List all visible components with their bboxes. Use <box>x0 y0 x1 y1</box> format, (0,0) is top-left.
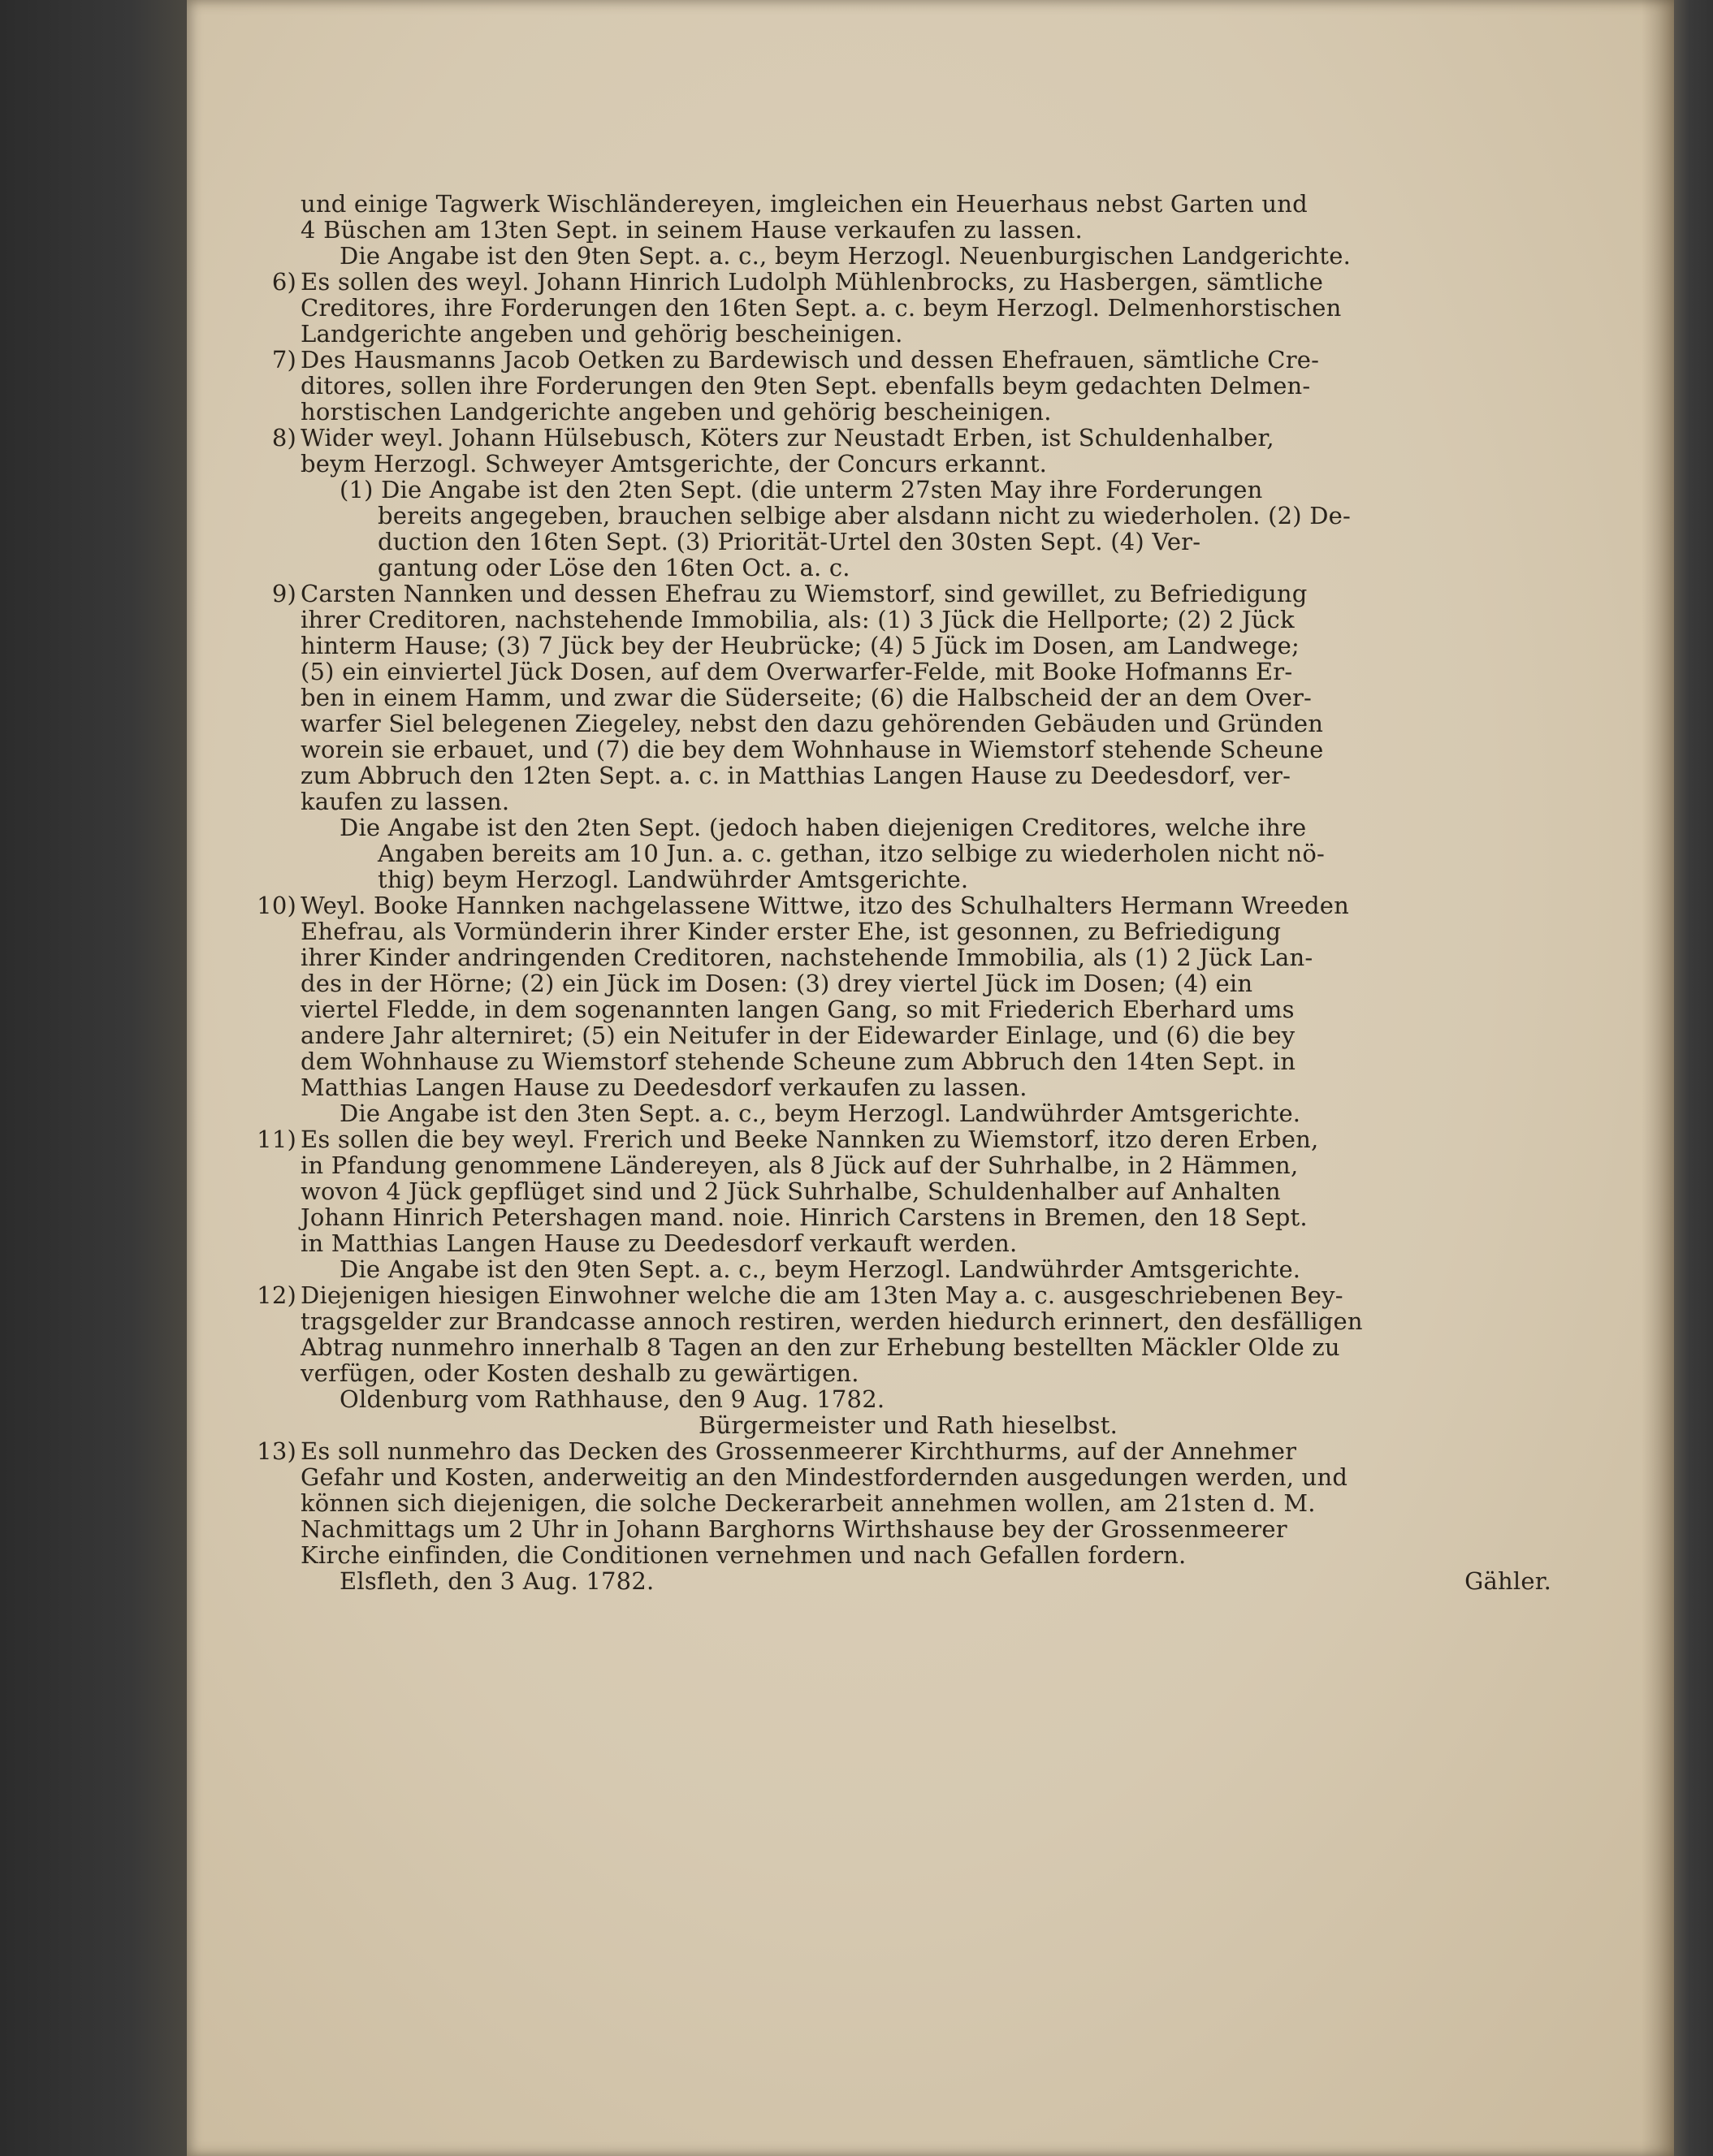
line-text: worein sie erbauet, und (7) die bey dem Wohnhause in Wiemstorf stehende Scheune <box>301 736 1324 763</box>
text-line <box>301 321 1600 347</box>
line-text: Bürgermeister und Rath hieselbst. <box>699 1411 1118 1439</box>
text-line <box>271 346 1600 374</box>
text-line <box>301 1152 1600 1178</box>
line-text: viertel Fledde, in dem sogenannten langen Gang, so mit Friederich Eberhard ums <box>301 996 1295 1023</box>
line-text: andere Jahr alterniret; (5) ein Neitufer in der Eidewarder Einlage, und (6) die bey <box>301 1022 1296 1049</box>
line-text: Creditores, ihre Forderungen den 16ten Sept. a. c. beym Herzogl. Delmenhorstischen <box>301 294 1342 322</box>
line-text: Die Angabe ist den 2ten Sept. (jedoch haben diejenigen Creditores, welche ihre <box>340 814 1307 841</box>
line-text: ben in einem Hamm, und zwar die Süderseite; (6) die Halbscheid der an dem Over- <box>301 684 1313 711</box>
line-text: Landgerichte angeben und gehörig bescheinigen. <box>301 320 903 348</box>
line-text: können sich diejenigen, die solche Deckerarbeit annehmen wollen, am 21sten d. M. <box>301 1489 1316 1517</box>
line-text: thig) beym Herzogl. Landwührder Amtsgerichte. <box>378 866 969 893</box>
text-line <box>301 1178 1600 1204</box>
line-text: Es sollen die bey weyl. Frerich und Beeke Nannken zu Wiemstorf, itzo deren Erben, <box>301 1126 1319 1153</box>
line-text: Abtrag nunmehro innerhalb 8 Tagen an den zur Erhebung bestellten Mäckler Olde zu <box>301 1333 1340 1361</box>
line-text: ditores, sollen ihre Forderungen den 9ten Sept. ebenfalls beym gedachten Delmen- <box>301 372 1311 400</box>
text-line <box>301 451 1600 477</box>
text-line <box>301 1100 1600 1126</box>
text-line <box>301 1204 1600 1230</box>
line-text: 4 Büschen am 13ten Sept. in seinem Hause verkaufen zu lassen. <box>301 216 1083 244</box>
line-text: duction den 16ten Sept. (3) Priorität-Urtel den 30sten Sept. (4) Ver- <box>378 528 1201 555</box>
text-line <box>271 268 1600 296</box>
text-line <box>301 503 1600 529</box>
text-line <box>301 477 1600 503</box>
line-text: Nachmittags um 2 Uhr in Johann Barghorns Wirthshause bey der Grossenmeerer <box>301 1515 1287 1543</box>
line-text: gantung oder Löse den 16ten Oct. a. c. <box>378 554 850 581</box>
text-line <box>301 633 1600 659</box>
text-line <box>301 295 1600 321</box>
text-line <box>301 970 1600 996</box>
text-line <box>257 1281 1600 1309</box>
text-line <box>271 424 1600 452</box>
line-text: Weyl. Booke Hannken nachgelassene Wittwe, itzo des Schulhalters Hermann Wreeden <box>301 892 1349 919</box>
line-text: ihrer Kinder andringenden Creditoren, nachstehende Immobilia, als (1) 2 Jück Lan- <box>301 944 1313 971</box>
line-text: Gefahr und Kosten, anderweitig an den Mindestfordernden ausgedungen werden, und <box>301 1463 1348 1491</box>
line-text: beym Herzogl. Schweyer Amtsgerichte, der Concurs erkannt. <box>301 450 1048 477</box>
line-text: bereits angegeben, brauchen selbige aber alsdann nicht zu wiederholen. (2) De- <box>378 502 1352 529</box>
line-text: Die Angabe ist den 9ten Sept. a. c., beym Herzogl. Neuenburgischen Landgerichte. <box>340 242 1352 270</box>
line-text: Die Angabe ist den 3ten Sept. a. c., beym Herzogl. Landwührder Amtsgerichte. <box>340 1100 1301 1127</box>
text-line <box>257 892 1600 919</box>
line-text: Carsten Nannken und dessen Ehefrau zu Wiemstorf, sind gewillet, zu Befriedigung <box>301 580 1308 607</box>
text-line <box>301 1074 1600 1100</box>
line-text: Des Hausmanns Jacob Oetken zu Bardewisch und dessen Ehefrauen, sämtliche Cre- <box>301 346 1320 374</box>
line-text: tragsgelder zur Brandcasse annoch restiren, werden hiedurch erinnert, den desfälligen <box>301 1307 1363 1335</box>
line-text: verfügen, oder Kosten deshalb zu gewärtigen. <box>301 1359 859 1387</box>
line-text: Elsfleth, den 3 Aug. 1782. <box>340 1567 655 1595</box>
text-line <box>301 1542 1600 1568</box>
scan-background-right <box>1674 0 1713 2156</box>
item-number: 7) <box>271 346 296 374</box>
text-line <box>257 1126 1600 1153</box>
text-line <box>301 1490 1600 1516</box>
text-line <box>301 399 1600 425</box>
text-line <box>301 944 1600 970</box>
text-line <box>301 685 1600 711</box>
scan-background-left <box>0 0 187 2156</box>
text-line <box>301 1048 1600 1074</box>
line-text: Die Angabe ist den 9ten Sept. a. c., beym Herzogl. Landwührder Amtsgerichte. <box>340 1255 1301 1283</box>
text-line <box>301 1022 1600 1048</box>
text-line <box>301 529 1600 555</box>
line-text: warfer Siel belegenen Ziegeley, nebst den dazu gehörenden Gebäuden und Gründen <box>301 710 1324 737</box>
line-text: ihrer Creditoren, nachstehende Immobilia, als: (1) 3 Jück die Hellporte; (2) 2 Jück <box>301 606 1295 633</box>
line-text: in Pfandung genommene Ländereyen, als 8 Jück auf der Suhrhalbe, in 2 Hämmen, <box>301 1151 1299 1179</box>
text-line <box>301 840 1600 866</box>
item-number: 6) <box>271 268 296 296</box>
line-text: in Matthias Langen Hause zu Deedesdorf verkauft werden. <box>301 1229 1018 1257</box>
line-text: Diejenigen hiesigen Einwohner welche die am 13ten May a. c. ausgeschriebenen Bey- <box>301 1281 1343 1309</box>
text-line <box>257 1437 1600 1465</box>
line-text: Wider weyl. Johann Hülsebusch, Köters zur Neustadt Erben, ist Schuldenhalber, <box>301 424 1274 452</box>
line-text: (1) Die Angabe ist den 2ten Sept. (die unterm 27sten May ihre Forderungen <box>340 476 1263 503</box>
text-line <box>301 996 1600 1022</box>
line-text: (5) ein einviertel Jück Dosen, auf dem Overwarfer-Felde, mit Booke Hofmanns Er- <box>301 658 1293 685</box>
line-text: dem Wohnhause zu Wiemstorf stehende Scheune zum Abbruch den 14ten Sept. in <box>301 1048 1296 1075</box>
text-line <box>301 1412 1600 1438</box>
line-text: und einige Tagwerk Wischländereyen, imgleichen ein Heuerhaus nebst Garten und <box>301 190 1308 218</box>
text-line <box>301 1334 1600 1360</box>
line-text: hinterm Hause; (3) 7 Jück bey der Heubrücke; (4) 5 Jück im Dosen, am Landwege; <box>301 632 1300 659</box>
text-line <box>301 1464 1600 1490</box>
line-text: Johann Hinrich Petershagen mand. noie. Hinrich Carstens in Bremen, den 18 Sept. <box>301 1203 1308 1231</box>
text-line <box>301 763 1600 789</box>
text-line <box>301 607 1600 633</box>
line-text: zum Abbruch den 12ten Sept. a. c. in Matthias Langen Hause zu Deedesdorf, ver- <box>301 762 1291 789</box>
line-text: horstischen Landgerichte angeben und gehörig bescheinigen. <box>301 398 1052 426</box>
text-line <box>301 1256 1600 1282</box>
item-number: 12) <box>257 1281 296 1309</box>
text-line <box>301 373 1600 399</box>
item-number: 9) <box>271 580 296 607</box>
item-number: 11) <box>257 1126 296 1153</box>
text-line <box>301 1308 1600 1334</box>
text-line <box>301 711 1600 737</box>
item-number: 13) <box>257 1437 296 1465</box>
line-text: Es soll nunmehro das Decken des Grossenmeerer Kirchthurms, auf der Annehmer <box>301 1437 1297 1465</box>
text-line <box>301 1386 1600 1412</box>
line-text: Ehefrau, als Vormünderin ihrer Kinder erster Ehe, ist gesonnen, zu Befriedigung <box>301 918 1282 945</box>
text-line <box>301 659 1600 685</box>
text-line <box>301 918 1600 944</box>
line-text: Kirche einfinden, die Conditionen vernehmen und nach Gefallen fordern. <box>301 1541 1187 1569</box>
line-text: des in der Hörne; (2) ein Jück im Dosen: (3) drey viertel Jück im Dosen; (4) ein <box>301 970 1253 997</box>
line-text: Oldenburg vom Rathhause, den 9 Aug. 1782. <box>340 1385 885 1413</box>
item-number: 8) <box>271 424 296 452</box>
line-text: kaufen zu lassen. <box>301 788 510 815</box>
item-number: 10) <box>257 892 296 919</box>
text-line <box>301 789 1600 814</box>
text-line <box>301 1230 1600 1256</box>
text-line <box>301 555 1600 581</box>
text-line <box>271 580 1600 607</box>
signature-name: Gähler. <box>1464 1567 1551 1595</box>
text-line <box>301 1516 1600 1542</box>
line-text: Matthias Langen Hause zu Deedesdorf verkaufen zu lassen. <box>301 1074 1027 1101</box>
line-text: wovon 4 Jück gepflüget sind und 2 Jück Suhrhalbe, Schuldenhalber auf Anhalten <box>301 1177 1281 1205</box>
text-line <box>301 217 1600 243</box>
line-text: Angaben bereits am 10 Jun. a. c. gethan, itzo selbige zu wiederholen nicht nö- <box>378 840 1326 867</box>
text-line <box>301 243 1600 269</box>
text-line <box>301 1568 1600 1594</box>
text-line <box>301 814 1600 840</box>
line-text: Es sollen des weyl. Johann Hinrich Ludolph Mühlenbrocks, zu Hasbergen, sämtliche <box>301 268 1324 296</box>
text-line <box>301 191 1600 217</box>
text-line <box>301 1360 1600 1386</box>
text-line <box>301 866 1600 892</box>
text-line <box>301 737 1600 763</box>
document-text <box>257 190 1600 1595</box>
